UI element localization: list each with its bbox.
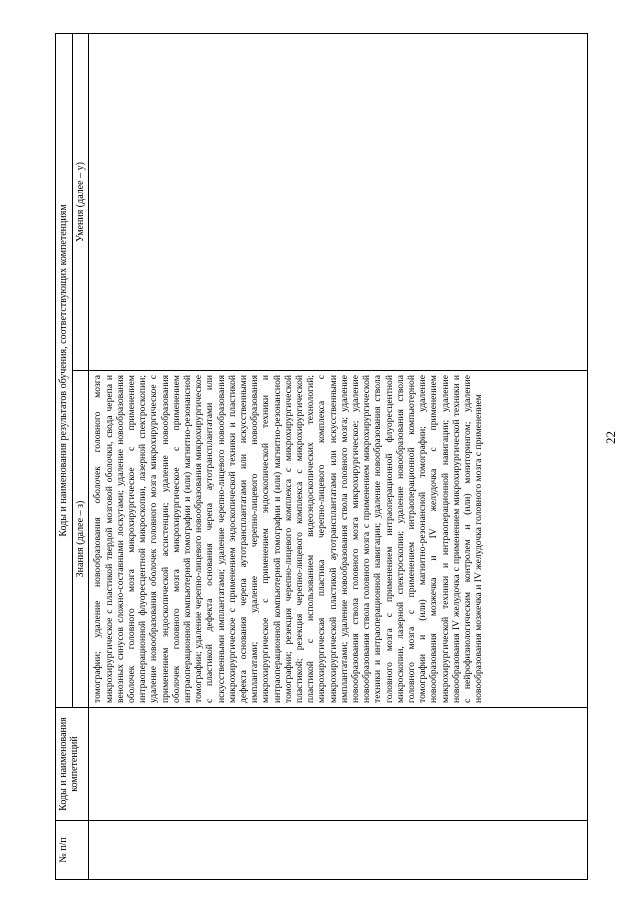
page-number: 22 <box>603 431 618 444</box>
table-row <box>89 34 588 880</box>
col-code-header: Коды и наименования компетенций <box>56 708 89 821</box>
cell-code <box>89 708 588 821</box>
col-knowledge-header: Знания (далее – з) <box>73 371 89 708</box>
cell-knowledge: томографии; удаление новообразования оболочек головного мозга микрохирургическое с пластикой твердой мозговой оболочки, свода черепа и венозных синусов сложно-составными лоскутами; удаление новообразования оболочек головного мозга микрохирургическое с применением интраоперационной флуоресцентной микроскопии, лазерной спектроскопии; удаление новообразования оболочек головного мозга микрохирургическое с применением эндоскопической ассистенции; удаление новообразования оболочек головного мозга микрохирургическое с применением интраоперационной компьютерной томографии и (или) магнитно-резонансной томографии; удаление черепно-лицевого новообразования микрохирургическое с пластикой дефекта основания черепа аутотрансплантатами или искусственными имплантатами; удаление черепно-лицевого новообразования микрохирургическое с применением эндоскопической техники и пластикой дефекта основания черепа аутотрансплантатами или искусственными имплантатами; удаление черепно-лицевого новообразования микрохирургическое с применением эндоскопической техники и интраоперационной компьютерной томографии и (или) магнитно-резонансной томографии; резекция черепно-лицевого комплекса с микрохирургической пластикой; резекция черепно-лицевого комплекса с микрохирургической пластикой с использованием видеоэндоскопических технологий; микрохирургическая пластика черепно-лицевого комплекса с микрохирургической пластикой аутотрансплантатами или искусственными имплантатами; удаление новообразования ствола головного мозга; удаление новообразования ствола головного мозга микрохирургическое; удаление новообразования ствола головного мозга с применением микрохирургической техники и интраоперационной навигации; удаление новообразования ствола головного мозга с применением интраоперационной флуоресцентной микроскопии, лазерной спектроскопии; удаление новообразования ствола головного мозга с применением интраоперационной компьютерной томографии и (или) магнитно-резонансной томографии; удаление новообразования мозжечка и IV желудочка с применением микрохирургической техники и интраоперационной навигации; удаление новообразования IV желудочка с применением микрохирургической техники и с нейрофизиологическим контролем и (или) мониторингом; удаление новообразования мозжечка и IV желудочка головного мозга с применением <box>89 371 588 708</box>
col-skills-header: Умения (далее – у) <box>73 34 89 371</box>
competency-table <box>55 33 588 880</box>
cell-skills <box>89 34 588 371</box>
col-number-header: № п/п <box>56 821 89 880</box>
col-results-header: Коды и наименования результатов обучения, соответствующих компетенциям <box>56 34 73 708</box>
cell-number <box>89 821 588 880</box>
competency-table-frame <box>55 33 588 880</box>
